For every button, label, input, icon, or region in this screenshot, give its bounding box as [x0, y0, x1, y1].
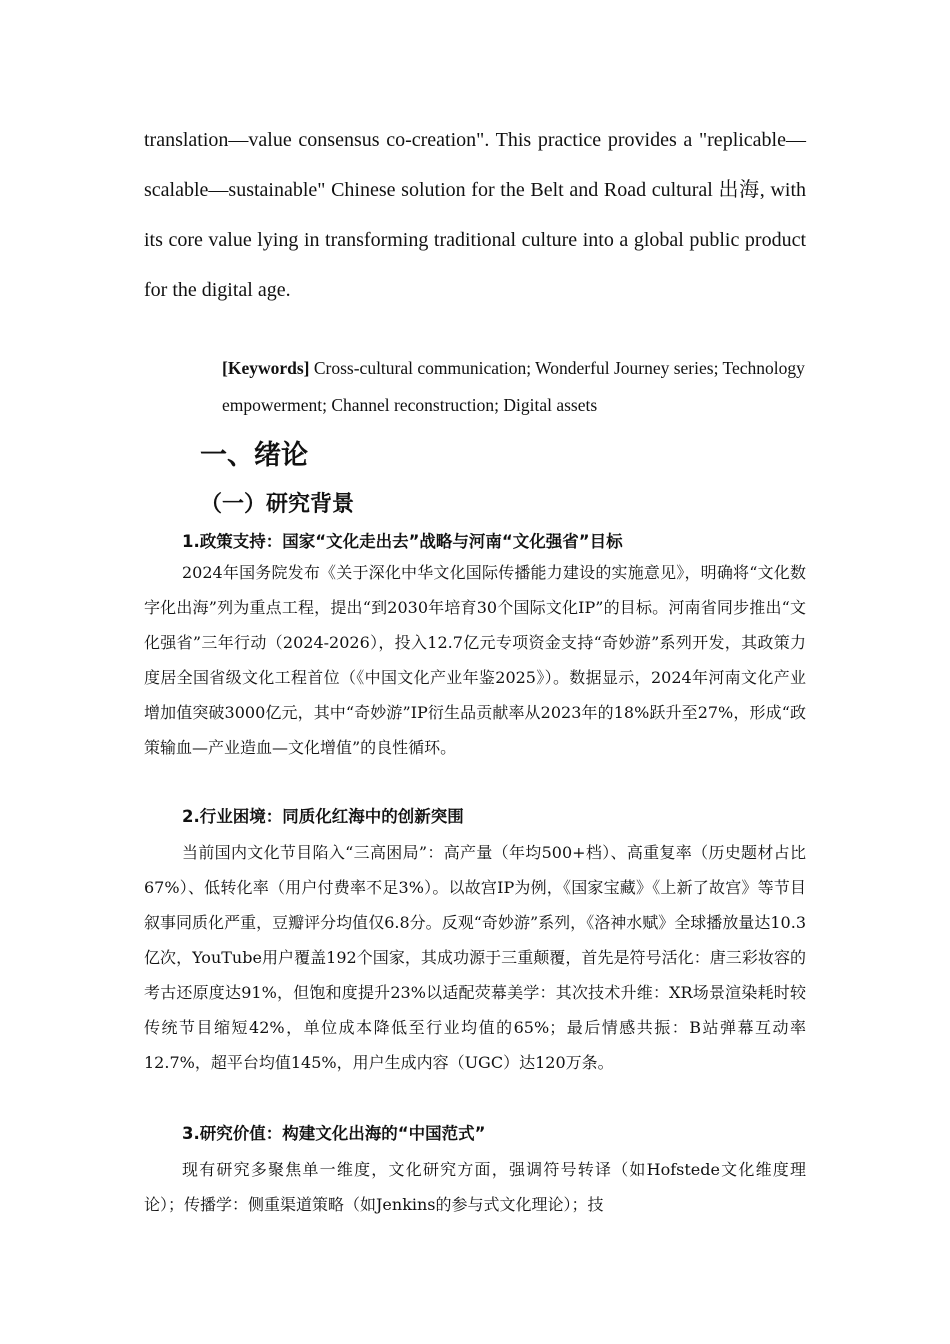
paragraph-value: 现有研究多聚焦单一维度，文化研究方面，强调符号转译（如Hofstede文化维度理论）；传播学：侧重渠道策略（如Jenkins的参与式文化理论）；技: [144, 1160, 806, 1214]
english-abstract: [144, 115, 806, 315]
subsection-title-policy: 1.政策支持：国家“文化走出去”战略与河南“文化强省”目标: [182, 532, 623, 551]
section-title: （一）研究背景: [200, 492, 355, 517]
subsection-title-value: 3.研究价值：构建文化出海的“中国范式”: [182, 1124, 486, 1143]
keywords-label: [Keywords]: [222, 358, 310, 378]
paragraph-policy: 2024年国务院发布《关于深化中华文化国际传播能力建设的实施意见》，明确将“文化数字化出海”列为重点工程，提出“到2030年培育30个国际文化IP”的目标。河南省同步推出“文化强省”三年行动（2024-2026），投入12.7亿元专项资金支持“奇妙游”系列开发，其政策力度居全国省级文化工程首位（《中国文化产业年鉴2025》）。数据显示，2024年河南文化产业增加值突破3000亿元，其中“奇妙游”IP衍生品贡献率从2023年的18%跃升至27%，形成“政策输血—产业造血—文化增值”的良性循环。: [144, 563, 806, 757]
chapter-title: 一、绪论: [200, 440, 308, 471]
subsection-title-industry: 2.行业困境：同质化红海中的创新突围: [182, 807, 464, 826]
keywords-block: [222, 350, 822, 424]
keywords-text: Cross-cultural communication; Wonderful Journey series; Technology empowerment; Channel reconstruction; Digital assets: [222, 358, 805, 415]
paragraph-industry: 当前国内文化节目陷入“三高困局”：高产量（年均500+档）、高重复率（历史题材占比67%）、低转化率（用户付费率不足3%）。以故宫IP为例，《国家宝藏》《上新了故宫》等节目叙事同质化严重，豆瓣评分均值仅6.8分。反观“奇妙游”系列，《洛神水赋》全球播放量达10.3亿次，YouTube用户覆盖192个国家，其成功源于三重颠覆，首先是符号活化：唐三彩妆容的考古还原度达91%，但饱和度提升23%以适配荧幕美学：其次技术升维：XR场景渲染耗时较传统节目缩短42%，单位成本降低至行业均值的65%；最后情感共振：B站弹幕互动率12.7%，超平台均值145%，用户生成内容（UGC）达120万条。: [144, 843, 806, 1072]
abstract-paragraph: translation—value consensus co-creation". This practice provides a "replicable—scalable—sustainable" Chinese solution for the Belt and Road cultural 出海, with its core value lying in transforming traditional culture into a global public product for the digital age.: [144, 129, 806, 301]
